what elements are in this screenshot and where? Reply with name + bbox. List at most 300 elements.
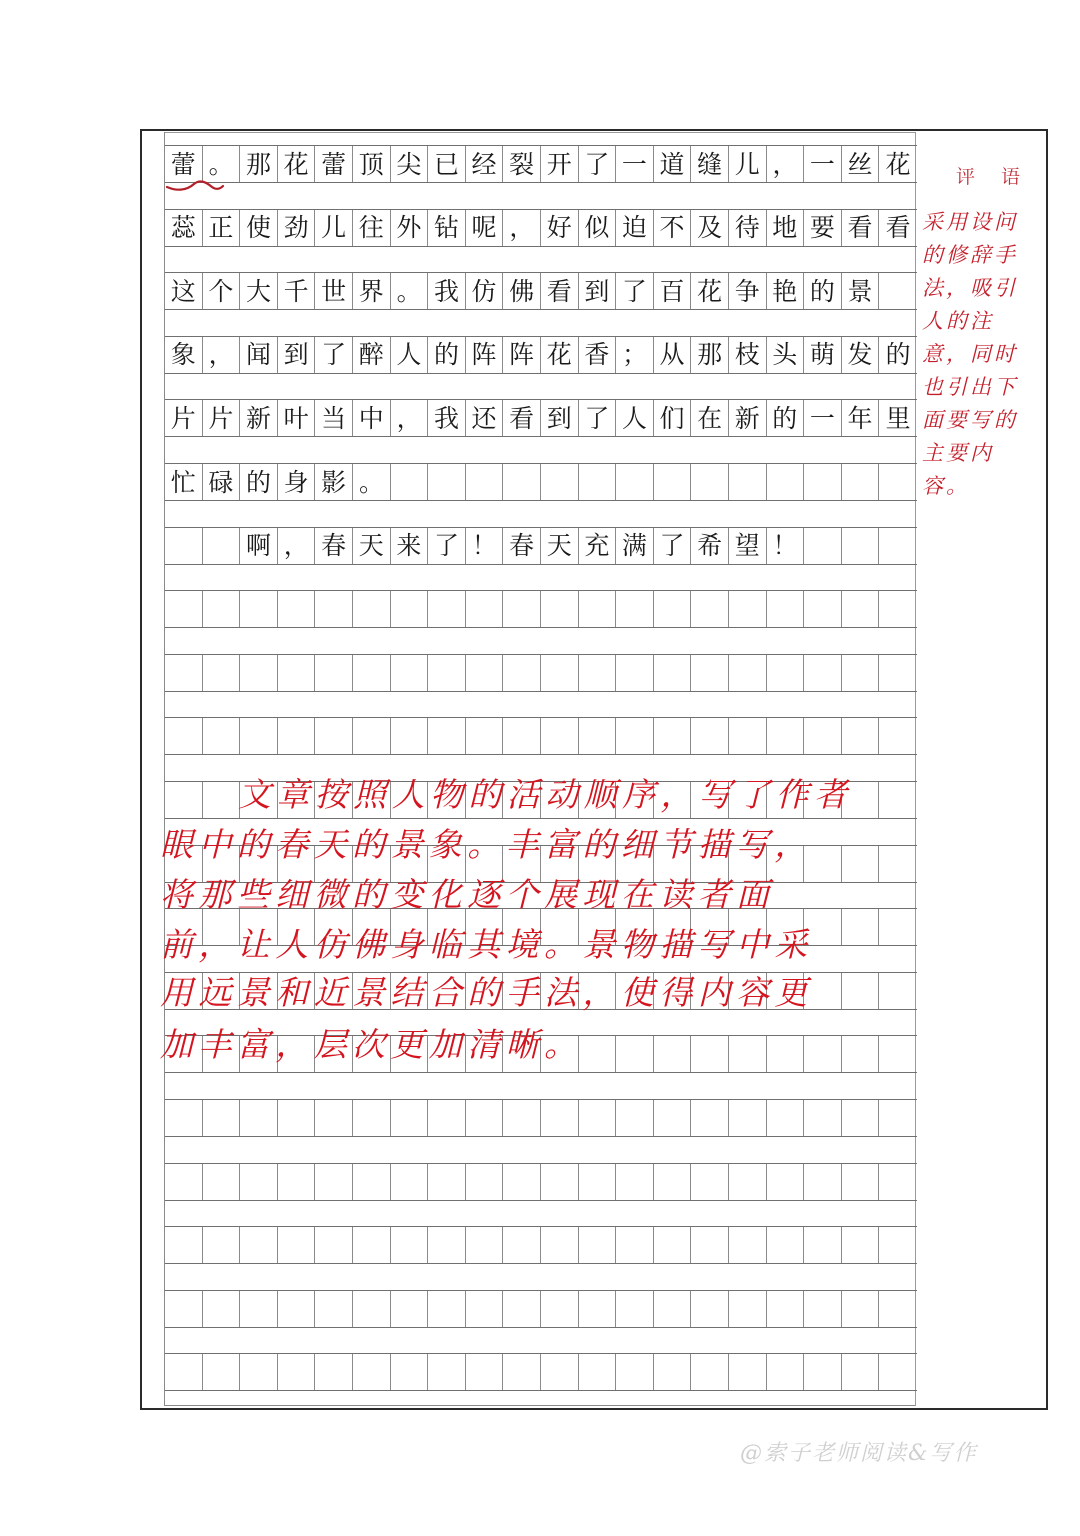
grid-cell: ！ — [767, 528, 805, 564]
grid-cell — [879, 1354, 917, 1390]
grid-cell — [842, 655, 880, 691]
grid-cell — [240, 655, 278, 691]
grid-cell: 当 — [315, 400, 353, 436]
grid-cell: 年 — [842, 400, 880, 436]
grid-cell: 了 — [579, 146, 617, 182]
grid-cell — [503, 1100, 541, 1136]
summary-line: 加丰富，层次更加清晰。 — [160, 1025, 583, 1064]
grid-cell: 看 — [541, 273, 579, 309]
grid-cell: 希 — [691, 528, 729, 564]
grid-cell — [579, 591, 617, 627]
grid-cell: 我 — [428, 273, 466, 309]
grid-cell: 象 — [165, 337, 203, 373]
grid-cell — [203, 1354, 241, 1390]
grid-cell — [353, 1100, 391, 1136]
grid-cell: 一 — [804, 146, 842, 182]
grid-cell: 片 — [203, 400, 241, 436]
grid-cell — [315, 1100, 353, 1136]
grid-cell — [654, 591, 692, 627]
grid-row — [165, 336, 917, 374]
grid-cell — [654, 1100, 692, 1136]
grid-cell: 的 — [767, 400, 805, 436]
grid-cell — [691, 591, 729, 627]
grid-row — [165, 527, 917, 565]
grid-cell — [428, 1354, 466, 1390]
grid-cell — [315, 655, 353, 691]
grid-cell: 裂 — [503, 146, 541, 182]
grid-cell — [278, 591, 316, 627]
grid-cell — [503, 1164, 541, 1200]
comment-text — [922, 206, 1044, 503]
grid-cell — [691, 1354, 729, 1390]
grid-cell — [842, 1227, 880, 1263]
grid-cell — [240, 718, 278, 754]
grid-cell: 似 — [579, 210, 617, 246]
grid-cell — [654, 1227, 692, 1263]
grid-cell — [165, 1227, 203, 1263]
grid-cell: 道 — [654, 146, 692, 182]
grid-cell — [767, 1227, 805, 1263]
grid-cell — [879, 1291, 917, 1327]
grid-cell — [879, 528, 917, 564]
grid-cell — [729, 655, 767, 691]
grid-cell: 正 — [203, 210, 241, 246]
grid-cell — [278, 1100, 316, 1136]
grid-cell — [767, 1354, 805, 1390]
grid-cell — [804, 718, 842, 754]
grid-cell — [616, 718, 654, 754]
grid-cell — [466, 591, 504, 627]
grid-row — [165, 1099, 917, 1137]
grid-cell — [165, 1100, 203, 1136]
grid-cell: 看 — [503, 400, 541, 436]
grid-cell: 往 — [353, 210, 391, 246]
grid-cell — [203, 1164, 241, 1200]
grid-cell — [579, 1227, 617, 1263]
grid-cell: 阵 — [503, 337, 541, 373]
grid-cell — [879, 1227, 917, 1263]
summary-line: 用远景和近景结合的手法，使得内容更 — [160, 973, 813, 1012]
grid-cell — [654, 1036, 692, 1072]
grid-cell: 外 — [391, 210, 429, 246]
grid-cell: 大 — [240, 273, 278, 309]
grid-cell: 的 — [240, 464, 278, 500]
grid-cell — [579, 718, 617, 754]
grid-cell — [767, 718, 805, 754]
grid-cell — [879, 1100, 917, 1136]
grid-cell — [842, 1100, 880, 1136]
comment-title: 评 语 — [956, 166, 1031, 188]
grid-cell — [729, 1227, 767, 1263]
grid-cell — [729, 1164, 767, 1200]
grid-cell: 了 — [579, 400, 617, 436]
grid-cell: ， — [278, 528, 316, 564]
grid-cell — [879, 1036, 917, 1072]
grid-cell — [804, 1354, 842, 1390]
grid-cell: 的 — [804, 273, 842, 309]
comment-line: 容。 — [922, 474, 970, 498]
grid-cell: 儿 — [315, 210, 353, 246]
grid-cell: 头 — [767, 337, 805, 373]
grid-cell — [804, 1164, 842, 1200]
grid-cell — [842, 1036, 880, 1072]
grid-cell — [654, 464, 692, 500]
grid-cell: 啊 — [240, 528, 278, 564]
grid-cell: ， — [391, 400, 429, 436]
grid-cell — [466, 718, 504, 754]
grid-cell: 的 — [885, 340, 911, 370]
grid-row — [165, 590, 917, 628]
grid-cell: 花 — [885, 149, 911, 179]
watermark: @索子老师阅读&写作 — [740, 1441, 978, 1466]
grid-cell: 身 — [278, 464, 316, 500]
wavy-underline-mark — [166, 178, 224, 194]
grid-cell: 蕾 — [165, 146, 203, 182]
grid-cell — [842, 973, 880, 1009]
grid-cell — [428, 655, 466, 691]
grid-cell — [654, 1291, 692, 1327]
grid-cell — [879, 1164, 917, 1200]
grid-cell — [804, 655, 842, 691]
grid-cell — [278, 718, 316, 754]
grid-cell — [165, 655, 203, 691]
grid-cell — [541, 1164, 579, 1200]
grid-cell — [165, 1291, 203, 1327]
grid-top-line — [165, 132, 915, 133]
grid-cell: 呢 — [466, 210, 504, 246]
grid-cell — [315, 1354, 353, 1390]
grid-cell: 望 — [729, 528, 767, 564]
grid-row — [165, 1353, 917, 1391]
grid-cell — [541, 718, 579, 754]
grid-cell — [353, 1227, 391, 1263]
grid-cell: 待 — [729, 210, 767, 246]
grid-bottom-line — [165, 1405, 915, 1406]
grid-cell: 。 — [353, 464, 391, 500]
grid-cell — [391, 1164, 429, 1200]
grid-cell — [466, 1100, 504, 1136]
grid-cell: 那 — [691, 337, 729, 373]
grid-cell: 及 — [691, 210, 729, 246]
grid-cell — [616, 591, 654, 627]
comment-line: 的修辞手 — [922, 243, 1018, 267]
grid-cell — [503, 1291, 541, 1327]
grid-cell — [391, 655, 429, 691]
grid-cell — [391, 1291, 429, 1327]
grid-cell — [428, 1100, 466, 1136]
grid-cell — [240, 1291, 278, 1327]
grid-cell — [804, 464, 842, 500]
grid-cell: 枝 — [729, 337, 767, 373]
grid-cell: 这 — [165, 273, 203, 309]
grid-cell — [165, 528, 203, 564]
grid-cell — [767, 1291, 805, 1327]
comment-line: 面要写的 — [922, 408, 1018, 432]
grid-cell: 界 — [353, 273, 391, 309]
grid-cell — [879, 464, 917, 500]
grid-cell — [278, 1227, 316, 1263]
grid-cell — [353, 655, 391, 691]
grid-cell: 春 — [503, 528, 541, 564]
grid-cell — [315, 591, 353, 627]
grid-cell: 片 — [165, 400, 203, 436]
grid-cell — [541, 1227, 579, 1263]
grid-cell — [879, 718, 917, 754]
grid-cell — [804, 1036, 842, 1072]
grid-cell: 开 — [541, 146, 579, 182]
grid-cell: 新 — [240, 400, 278, 436]
grid-cell — [278, 655, 316, 691]
grid-cell — [579, 655, 617, 691]
grid-cell — [879, 846, 917, 882]
grid-cell — [466, 1227, 504, 1263]
grid-cell — [203, 782, 241, 818]
grid-cell — [842, 1164, 880, 1200]
grid-cell — [240, 1100, 278, 1136]
grid-cell: 。 — [391, 273, 429, 309]
grid-cell: 顶 — [353, 146, 391, 182]
grid-cell: 我 — [428, 400, 466, 436]
grid-cell — [691, 655, 729, 691]
grid-cell — [391, 591, 429, 627]
grid-cell — [579, 464, 617, 500]
grid-cell: ， — [203, 337, 241, 373]
grid-cell — [165, 718, 203, 754]
grid-cell — [428, 1164, 466, 1200]
grid-cell — [691, 1100, 729, 1136]
grid-cell: 人 — [616, 400, 654, 436]
grid-cell — [503, 655, 541, 691]
grid-cell — [466, 1164, 504, 1200]
grid-cell: 地 — [767, 210, 805, 246]
grid-row — [165, 1226, 917, 1264]
grid-cell — [315, 718, 353, 754]
grid-cell: 醉 — [353, 337, 391, 373]
summary-line: 将那些细微的变化逐个展现在读者面 — [160, 875, 775, 914]
grid-cell: 在 — [691, 400, 729, 436]
grid-cell — [203, 1291, 241, 1327]
grid-cell: 阵 — [466, 337, 504, 373]
grid-cell — [767, 591, 805, 627]
grid-cell: 还 — [466, 400, 504, 436]
grid-cell: 看 — [842, 210, 880, 246]
grid-cell — [842, 909, 880, 945]
grid-cell — [767, 464, 805, 500]
grid-cell — [729, 1036, 767, 1072]
grid-cell — [804, 1100, 842, 1136]
grid-cell — [691, 1227, 729, 1263]
grid-cell — [767, 655, 805, 691]
grid-cell — [691, 718, 729, 754]
grid-cell: 钻 — [428, 210, 466, 246]
grid-cell: 好 — [541, 210, 579, 246]
grid-cell: 艳 — [767, 273, 805, 309]
grid-cell — [541, 591, 579, 627]
grid-cell — [165, 1164, 203, 1200]
grid-cell: 充 — [579, 528, 617, 564]
grid-cell: 了 — [428, 528, 466, 564]
grid-cell: 蕾 — [315, 146, 353, 182]
grid-cell — [278, 1354, 316, 1390]
grid-cell — [466, 655, 504, 691]
grid-cell: 满 — [616, 528, 654, 564]
grid-row — [165, 654, 917, 692]
grid-row — [165, 209, 917, 247]
grid-cell: 到 — [579, 273, 617, 309]
grid-cell: 春 — [315, 528, 353, 564]
grid-cell: 了 — [315, 337, 353, 373]
grid-cell: 百 — [654, 273, 692, 309]
grid-cell — [842, 591, 880, 627]
comment-line: 也引出下 — [922, 375, 1018, 399]
grid-cell — [729, 464, 767, 500]
grid-cell — [315, 1164, 353, 1200]
composition-grid — [164, 132, 916, 1406]
grid-cell — [353, 1354, 391, 1390]
grid-cell — [165, 1354, 203, 1390]
grid-cell — [391, 464, 429, 500]
grid-row — [165, 145, 917, 183]
grid-cell: 闻 — [240, 337, 278, 373]
grid-cell: 的 — [428, 337, 466, 373]
grid-cell: 萌 — [804, 337, 842, 373]
grid-cell — [428, 464, 466, 500]
grid-cell — [503, 1354, 541, 1390]
grid-cell: 不 — [654, 210, 692, 246]
grid-cell: 中 — [353, 400, 391, 436]
grid-cell — [203, 591, 241, 627]
grid-cell — [654, 655, 692, 691]
grid-cell — [842, 1354, 880, 1390]
grid-cell — [842, 528, 880, 564]
grid-cell: 了 — [654, 528, 692, 564]
grid-cell — [165, 591, 203, 627]
grid-cell: 已 — [428, 146, 466, 182]
grid-cell — [240, 1354, 278, 1390]
grid-cell: 尖 — [391, 146, 429, 182]
grid-cell — [767, 1164, 805, 1200]
summary-line: 前，让人仿佛身临其境。景物描写中采 — [160, 925, 813, 964]
grid-cell — [278, 1164, 316, 1200]
summary-line: 眼中的春天的景象。丰富的细节描写， — [160, 825, 813, 864]
grid-cell — [767, 1100, 805, 1136]
grid-cell — [729, 718, 767, 754]
grid-cell: 世 — [315, 273, 353, 309]
grid-cell — [428, 591, 466, 627]
grid-cell: 人 — [391, 337, 429, 373]
grid-cell — [729, 1100, 767, 1136]
grid-cell — [579, 1036, 617, 1072]
grid-cell — [391, 718, 429, 754]
grid-cell — [579, 1291, 617, 1327]
comment-line: 主要内 — [922, 441, 994, 465]
grid-row — [165, 463, 917, 501]
grid-cell: 蕊 — [165, 210, 203, 246]
grid-cell — [428, 1291, 466, 1327]
grid-cell: 缝 — [691, 146, 729, 182]
grid-cell: 劲 — [278, 210, 316, 246]
grid-cell — [203, 528, 241, 564]
grid-cell — [579, 1354, 617, 1390]
grid-cell: ， — [767, 146, 805, 182]
grid-cell — [729, 1291, 767, 1327]
grid-cell — [503, 591, 541, 627]
grid-cell — [616, 1164, 654, 1200]
grid-cell — [879, 273, 917, 309]
grid-cell — [579, 1100, 617, 1136]
grid-cell: 了 — [616, 273, 654, 309]
grid-cell — [654, 718, 692, 754]
grid-cell — [353, 591, 391, 627]
grid-cell — [503, 718, 541, 754]
grid-row — [165, 1290, 917, 1328]
grid-cell: ； — [616, 337, 654, 373]
grid-cell — [278, 1291, 316, 1327]
grid-cell: 花 — [278, 146, 316, 182]
grid-cell: 那 — [240, 146, 278, 182]
grid-cell: 到 — [278, 337, 316, 373]
grid-cell — [541, 1291, 579, 1327]
grid-cell — [729, 1354, 767, 1390]
grid-cell — [691, 1291, 729, 1327]
grid-cell: 从 — [654, 337, 692, 373]
grid-cell: 里 — [885, 403, 911, 433]
grid-cell — [428, 1227, 466, 1263]
grid-cell — [654, 1164, 692, 1200]
grid-cell: 来 — [391, 528, 429, 564]
grid-cell: 仿 — [466, 273, 504, 309]
grid-cell — [616, 464, 654, 500]
grid-cell — [879, 782, 917, 818]
grid-cell: 儿 — [729, 146, 767, 182]
grid-cell — [503, 1227, 541, 1263]
grid-cell — [315, 1291, 353, 1327]
grid-cell: 香 — [579, 337, 617, 373]
comment-line: 人的注 — [922, 309, 994, 333]
grid-cell — [353, 718, 391, 754]
grid-cell — [541, 1354, 579, 1390]
grid-row — [165, 272, 917, 310]
grid-cell — [466, 1354, 504, 1390]
grid-cell — [579, 1164, 617, 1200]
grid-cell: 迫 — [616, 210, 654, 246]
grid-cell — [804, 591, 842, 627]
grid-cell — [842, 846, 880, 882]
grid-row — [165, 717, 917, 755]
grid-cell — [804, 1291, 842, 1327]
grid-cell: 。 — [203, 146, 241, 182]
grid-cell — [691, 1164, 729, 1200]
grid-cell — [879, 973, 917, 1009]
grid-cell — [353, 1291, 391, 1327]
grid-cell — [691, 464, 729, 500]
grid-cell — [391, 1227, 429, 1263]
grid-cell — [541, 655, 579, 691]
grid-cell: 花 — [691, 273, 729, 309]
grid-cell: 使 — [240, 210, 278, 246]
grid-cell: 争 — [729, 273, 767, 309]
grid-cell — [879, 591, 917, 627]
grid-cell — [616, 1291, 654, 1327]
grid-cell: 花 — [541, 337, 579, 373]
grid-cell — [616, 1100, 654, 1136]
grid-cell: 经 — [466, 146, 504, 182]
comment-line: 意，同时 — [922, 342, 1018, 366]
grid-cell: 一 — [616, 146, 654, 182]
grid-cell: ， — [503, 210, 541, 246]
grid-cell: 千 — [278, 273, 316, 309]
grid-cell: 要 — [804, 210, 842, 246]
